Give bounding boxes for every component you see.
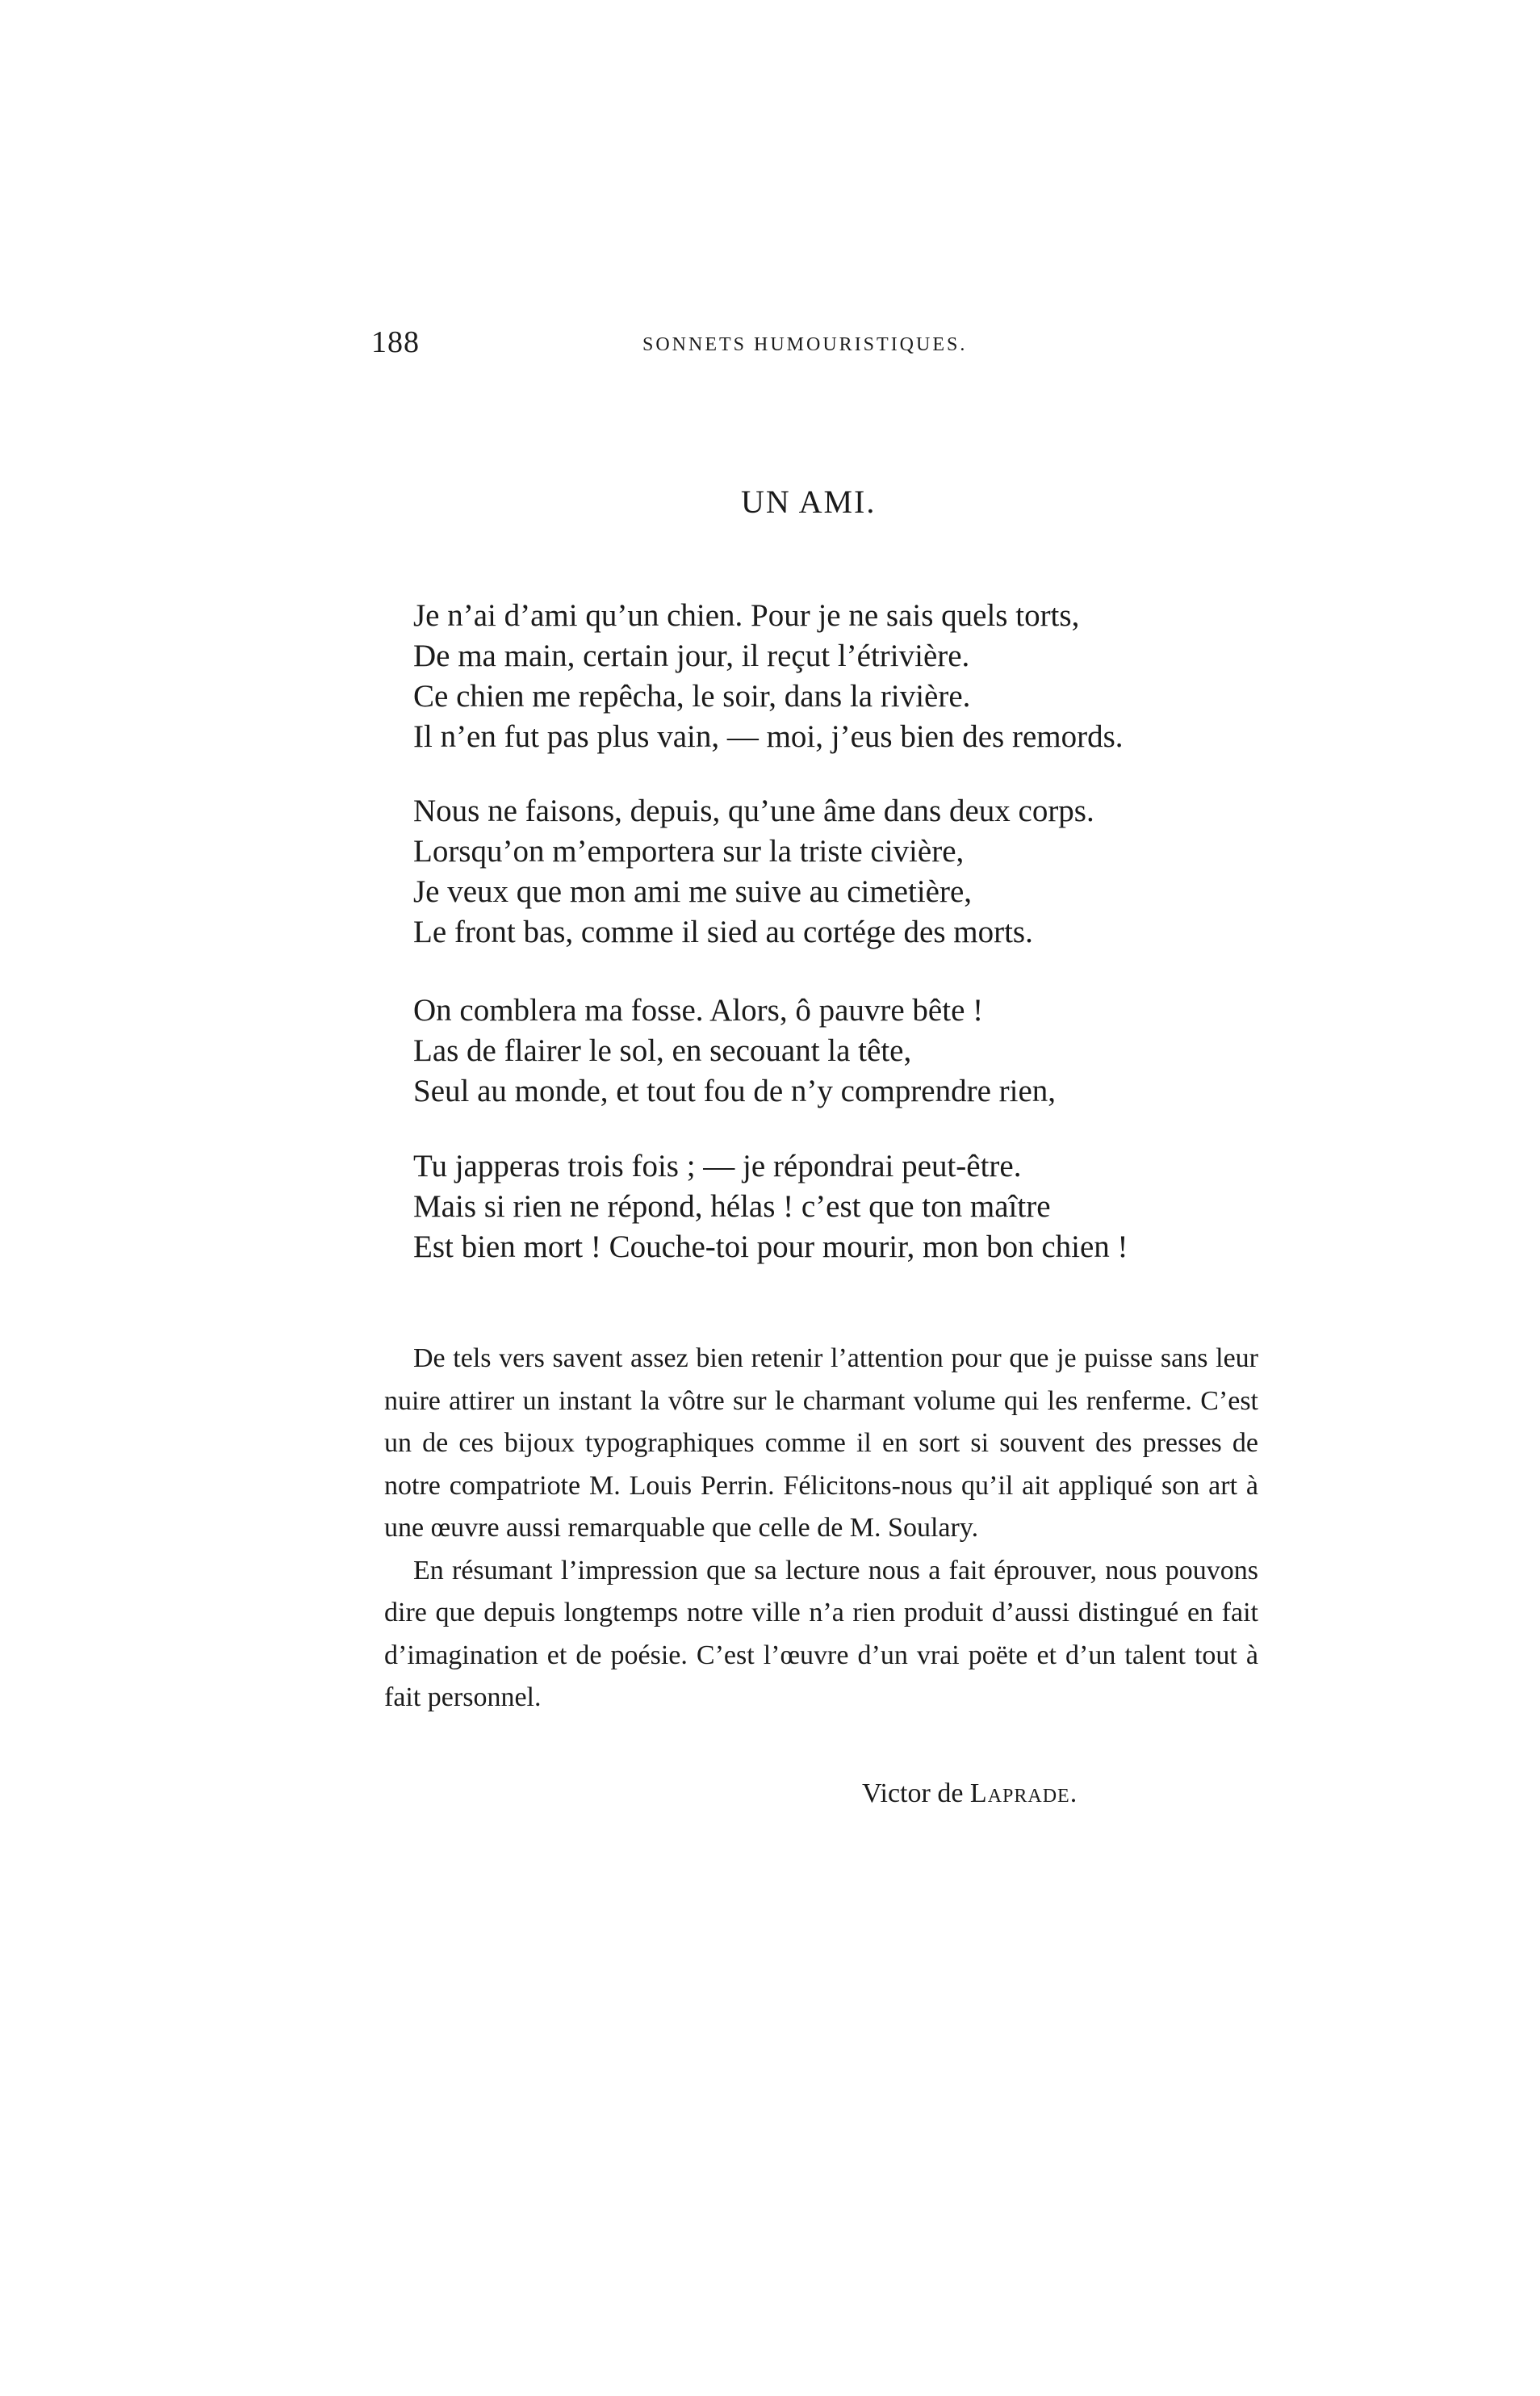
verse-line: On comblera ma fosse. Alors, ô pauvre bête ! — [413, 993, 984, 1028]
verse-line: Ce chien me repêcha, le soir, dans la rivière. — [413, 679, 971, 714]
commentary — [384, 1338, 1258, 1720]
signature — [862, 1778, 1078, 1809]
verse-line: Le front bas, comme il sied au cortége des morts. — [413, 915, 1033, 949]
verse-line: De ma main, certain jour, il reçut l’étrivière. — [413, 639, 970, 673]
commentary-paragraph: De tels vers savent assez bien retenir l’attention pour que je puisse sans leur nuire attirer un instant la vôtre sur le charmant volume qui les renferme. C’est un de ces bijoux typographiques comme il en sort si souvent des presses de notre compatriote M. Louis Perrin. Félicitons-nous qu’il ait appliqué son art à une œuvre aussi remarquable que celle de M. Soulary. — [384, 1343, 1258, 1543]
verse-line: Tu japperas trois fois ; — je répondrai peut-être. — [413, 1149, 1022, 1183]
verse-line: Nous ne faisons, depuis, qu’une âme dans deux corps. — [413, 794, 1094, 828]
stanza-2 — [413, 791, 1301, 953]
stanza-1 — [413, 596, 1301, 757]
verse-line: Je veux que mon ami me suive au cimetière, — [413, 874, 973, 909]
verse-line: Je n’ai d’ami qu’un chien. Pour je ne sais quels torts, — [413, 598, 1080, 633]
verse-line: Est bien mort ! Couche-toi pour mourir, mon bon chien ! — [413, 1229, 1128, 1264]
stanza-3 — [413, 991, 1301, 1112]
stanza-4 — [413, 1146, 1301, 1267]
verse-line: Il n’en fut pas plus vain, — moi, j’eus bien des remords. — [413, 719, 1124, 754]
verse-line: Las de flairer le sol, en secouant la tête, — [413, 1033, 912, 1068]
poem-title: UN AMI. — [741, 484, 877, 520]
commentary-paragraph: En résumant l’impression que sa lecture nous a fait éprouver, nous pouvons dire que depuis longtemps notre ville n’a rien produit d’aussi distingué en fait d’imagination et de poésie. C’est l’œuvre d’un vrai poëte et d’un talent tout à fait personnel. — [384, 1555, 1258, 1712]
running-head — [0, 325, 1540, 365]
signature-surname: Laprade. — [969, 1778, 1078, 1808]
running-title: SONNETS HUMOURISTIQUES. — [642, 334, 968, 355]
page-number: 188 — [371, 325, 420, 359]
signature-first: Victor de — [862, 1778, 964, 1808]
verse-line: Mais si rien ne répond, hélas ! c’est que ton maître — [413, 1189, 1051, 1224]
verse-line: Lorsqu’on m’emportera sur la triste civière, — [413, 834, 965, 869]
verse-line: Seul au monde, et tout fou de n’y comprendre rien, — [413, 1074, 1057, 1108]
